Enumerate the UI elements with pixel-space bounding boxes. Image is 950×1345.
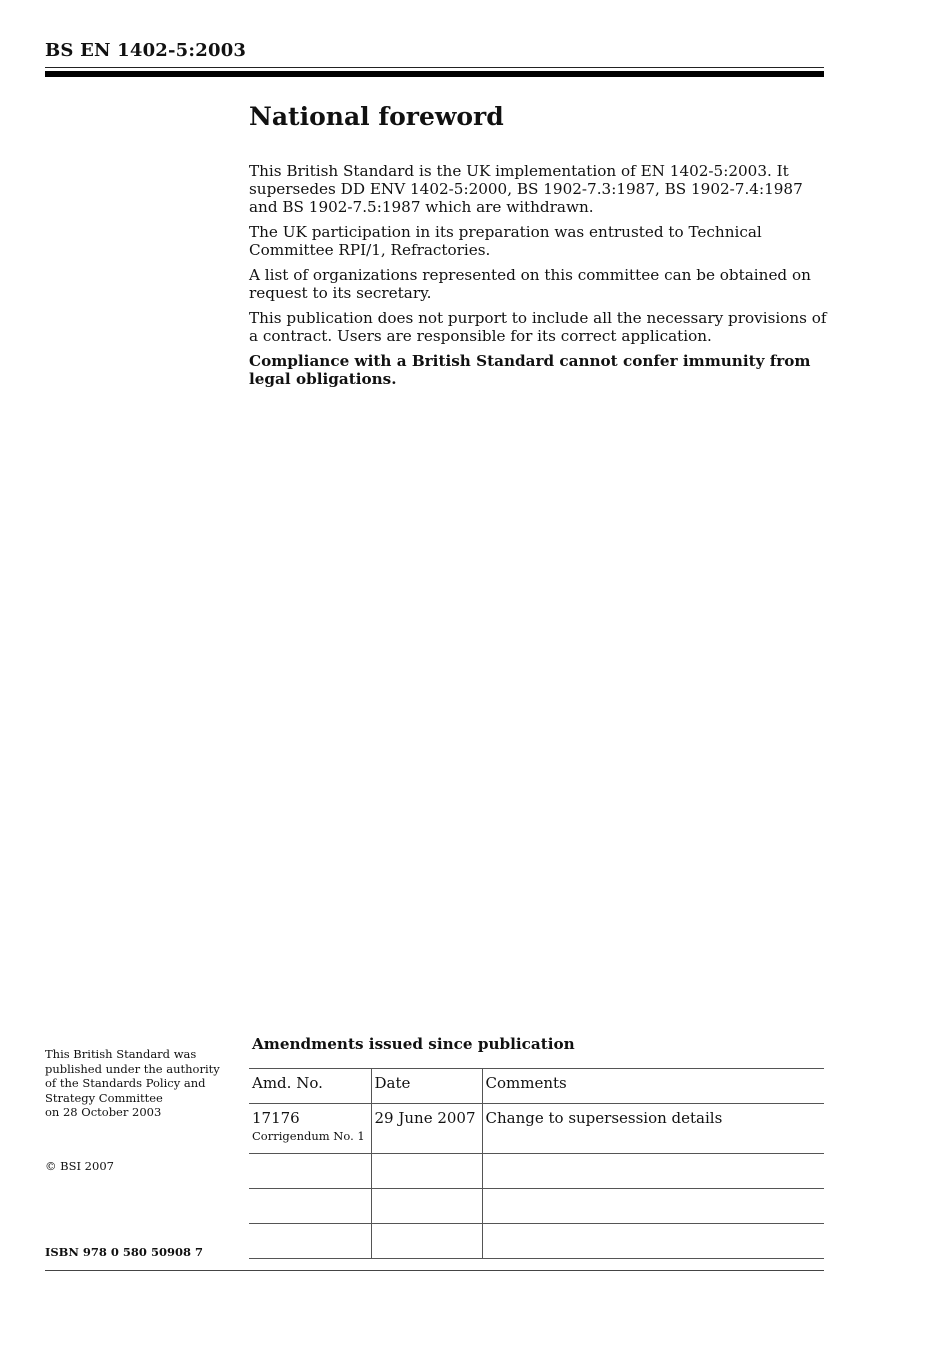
column-header-comments: Comments	[482, 1069, 824, 1104]
foreword-body	[249, 162, 829, 388]
date-cell	[371, 1154, 482, 1189]
amd-no-cell	[249, 1104, 371, 1154]
publication-note-line: This British Standard was	[45, 1047, 197, 1061]
amendments-table	[249, 1068, 824, 1259]
publication-note-line: Strategy Committee	[45, 1090, 163, 1105]
table-header-row	[249, 1069, 824, 1104]
date-cell	[371, 1189, 482, 1224]
publication-note	[45, 1047, 235, 1120]
copyright-notice: © BSI 2007	[45, 1159, 114, 1173]
publication-note-line: of the Standards Policy and	[45, 1076, 206, 1090]
comments-cell: Change to supersession details	[482, 1104, 824, 1154]
header-thick-rule	[45, 71, 824, 77]
amd-no-cell	[249, 1189, 371, 1224]
comments-cell	[482, 1189, 824, 1224]
foreword-paragraph: A list of organizations represented on this committee can be obtained on request to its secretary.	[249, 266, 811, 302]
foreword-paragraph: The UK participation in its preparation was entrusted to Technical Committee RPI/1, Refractories.	[249, 223, 762, 259]
comments-cell	[482, 1154, 824, 1189]
column-header-date: Date	[371, 1069, 482, 1104]
foreword-section	[249, 100, 829, 395]
foreword-paragraph: This publication does not purport to include all the necessary provisions of a contract. Users are responsible for its correct application.	[249, 309, 827, 345]
amd-note: Corrigendum No. 1	[252, 1129, 365, 1143]
column-header-amd-no: Amd. No.	[249, 1069, 371, 1104]
table-row	[249, 1189, 824, 1224]
footer-rule	[45, 1270, 824, 1271]
table-row	[249, 1154, 824, 1189]
date-cell	[371, 1224, 482, 1259]
publication-note-line: published under the authority	[45, 1061, 220, 1076]
compliance-statement: Compliance with a British Standard cannot confer immunity from legal obligations.	[249, 352, 811, 388]
amd-no-cell	[249, 1224, 371, 1259]
comments-cell	[482, 1224, 824, 1259]
amd-no: 17176	[252, 1109, 300, 1127]
table-row	[249, 1224, 824, 1259]
publication-note-line: on 28 October 2003	[45, 1105, 162, 1119]
table-row	[249, 1104, 824, 1154]
isbn: ISBN 978 0 580 50908 7	[45, 1245, 203, 1259]
page-title: National foreword	[249, 102, 504, 131]
document-code: BS EN 1402-5:2003	[45, 40, 247, 61]
date-cell: 29 June 2007	[371, 1104, 482, 1154]
amd-no-cell	[249, 1154, 371, 1189]
amendments-title: Amendments issued since publication	[252, 1035, 575, 1053]
header-thin-rule	[45, 67, 824, 68]
foreword-paragraph: This British Standard is the UK implementation of EN 1402-5:2003. It supersedes DD ENV 1402-5:2000, BS 1902-7.3:1987, BS 1902-7.4:1987 and BS 1902-7.5:1987 which are withdrawn.	[249, 162, 803, 216]
